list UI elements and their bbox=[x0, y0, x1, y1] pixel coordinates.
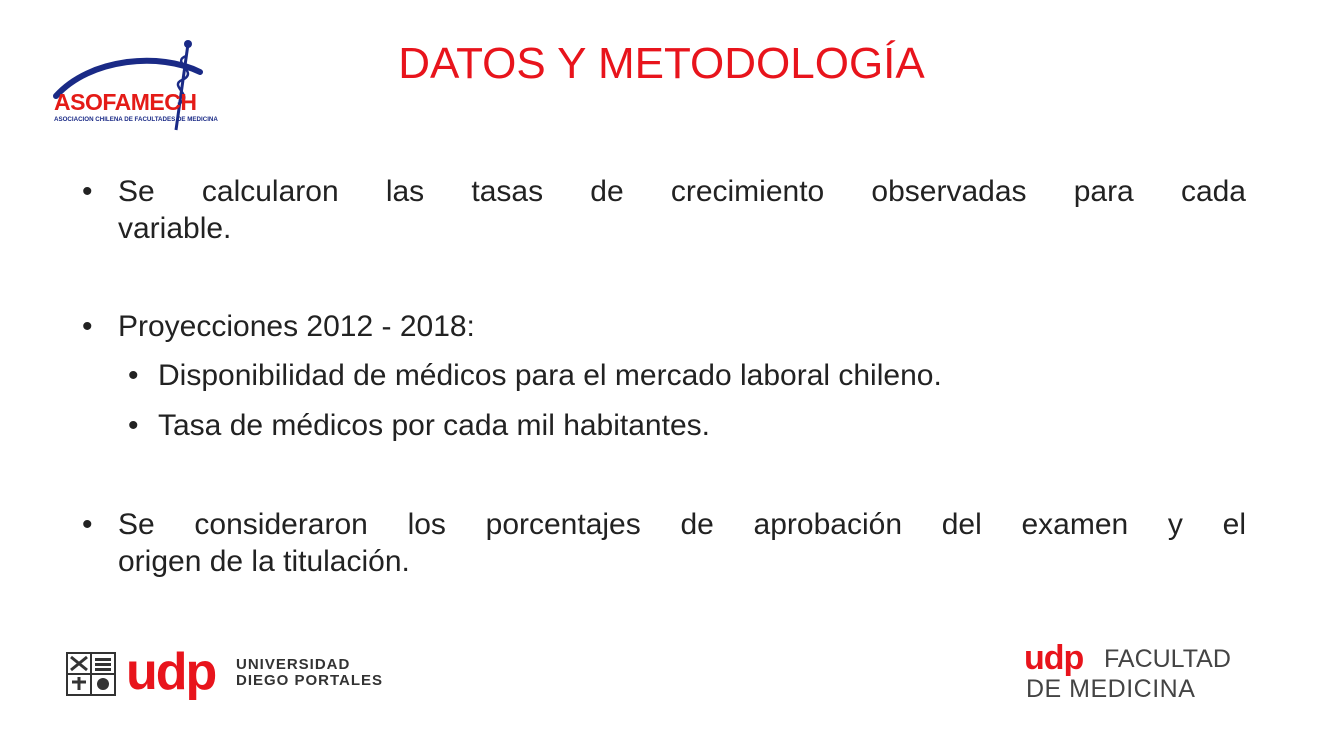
bullet-list bbox=[82, 173, 1246, 580]
udp-university-logo bbox=[66, 643, 406, 702]
udp-wordmark: udp bbox=[1024, 639, 1084, 677]
asofamech-name: ASOFAMECH bbox=[54, 89, 197, 115]
bullet-item bbox=[82, 173, 1246, 247]
bullet-text-line: variable. bbox=[118, 212, 232, 245]
page-title: DATOS Y METODOLOGÍA bbox=[398, 39, 925, 88]
bullet-dot: • bbox=[82, 508, 93, 541]
asofamech-subtitle: ASOCIACION CHILENA DE FACULTADES DE MEDICINA bbox=[54, 116, 218, 123]
bullet-item bbox=[82, 308, 1246, 345]
bullet-dot: • bbox=[82, 310, 93, 343]
faculty-line1: FACULTAD bbox=[1104, 645, 1231, 673]
udp-university-name bbox=[236, 657, 383, 689]
bullet-item bbox=[82, 506, 1246, 580]
bullet-text: Proyecciones 2012 - 2018: bbox=[118, 310, 475, 343]
sub-bullet-text: Tasa de médicos por cada mil habitantes. bbox=[158, 409, 710, 442]
sub-bullet-item bbox=[128, 357, 1246, 394]
sub-bullet-text: Disponibilidad de médicos para el mercado laboral chileno. bbox=[158, 359, 942, 392]
bullet-dot: • bbox=[82, 175, 93, 208]
bullet-text-line: origen de la titulación. bbox=[118, 545, 410, 578]
faculty-line2: DE MEDICINA bbox=[1026, 675, 1196, 703]
bullet-dot: • bbox=[128, 409, 139, 442]
bullet-text-line: Se consideraron los porcentajes de aprobación del examen y el bbox=[118, 508, 1246, 541]
udp-line1: UNIVERSIDAD bbox=[236, 656, 351, 673]
udp-crest-icon bbox=[66, 652, 116, 696]
udp-wordmark: udp bbox=[126, 643, 216, 701]
udp-line2: DIEGO PORTALES bbox=[236, 672, 384, 689]
bullet-text-line: Se calcularon las tasas de crecimiento observadas para cada bbox=[118, 175, 1246, 208]
udp-faculty-logo bbox=[1024, 639, 1264, 704]
bullet-dot: • bbox=[128, 359, 139, 392]
sub-bullet-item bbox=[128, 407, 1246, 444]
